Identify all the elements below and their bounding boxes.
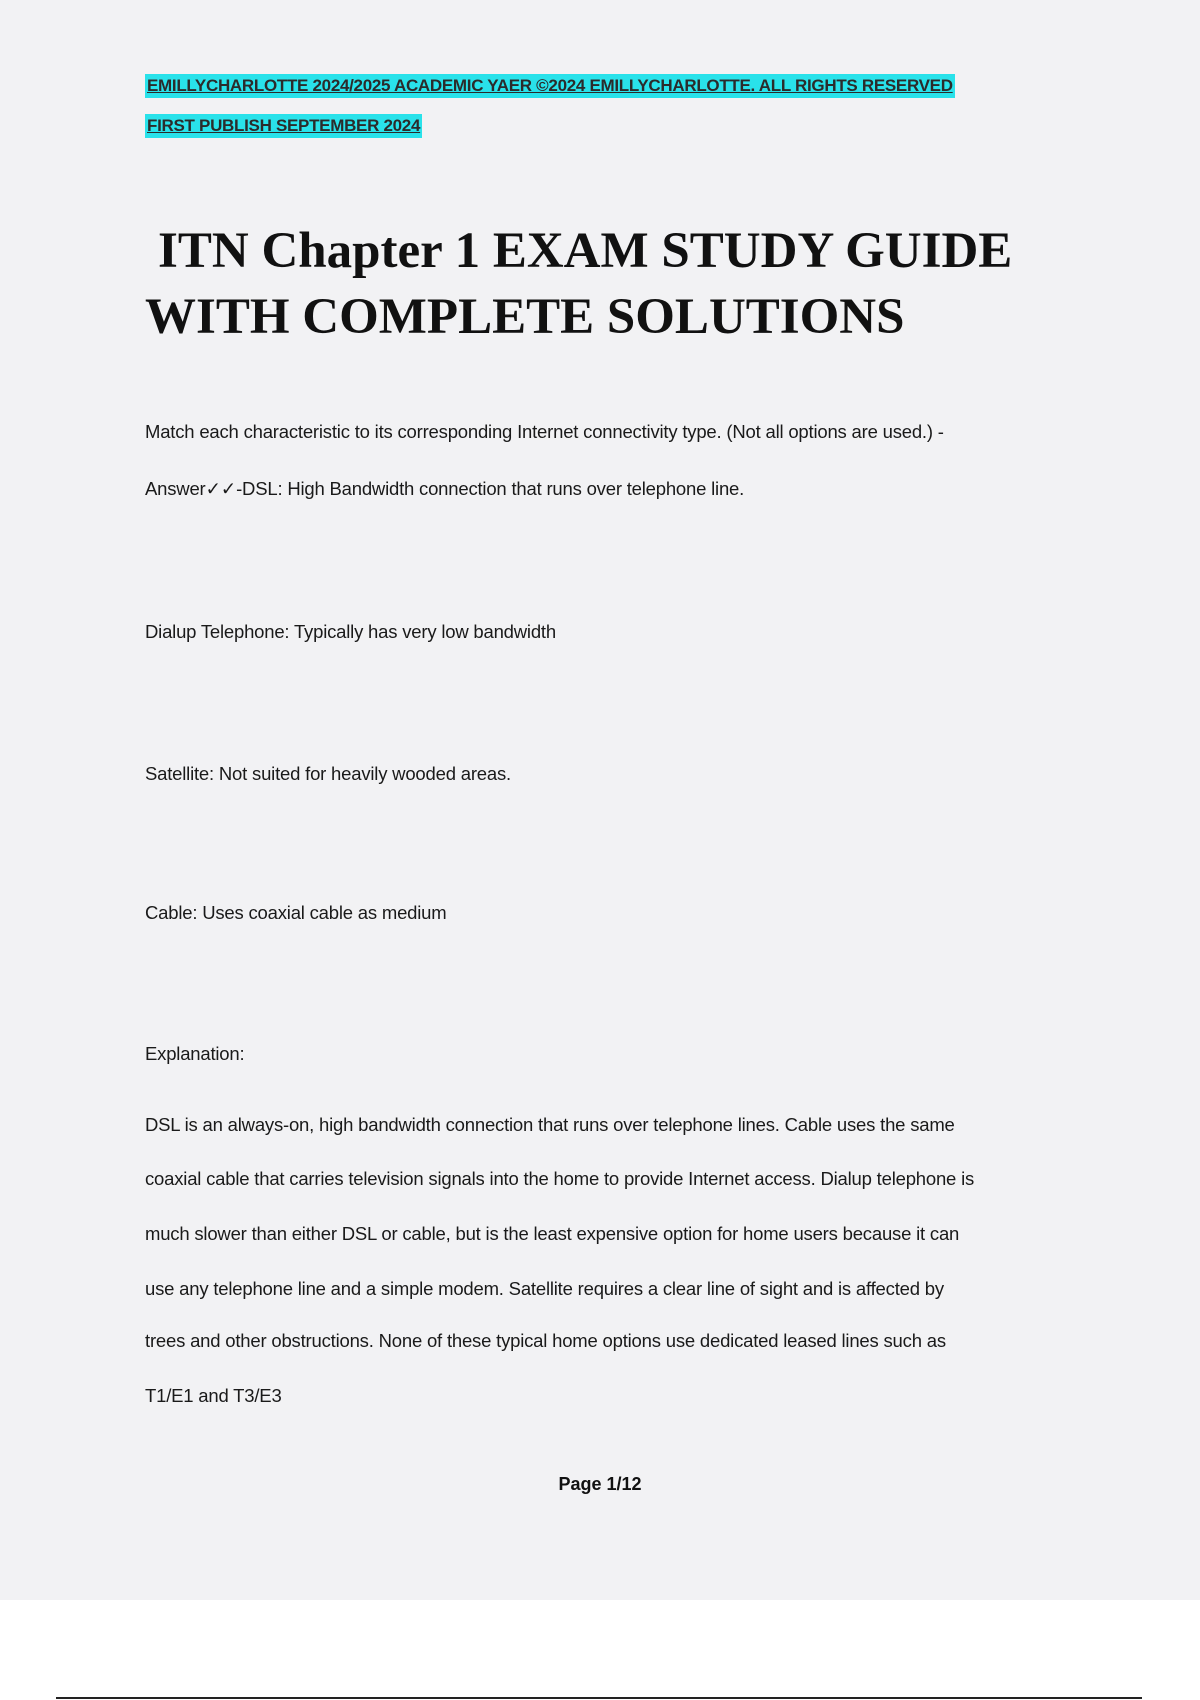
document-title <box>145 218 1085 350</box>
title-line-1: ITN Chapter 1 EXAM STUDY GUIDE <box>158 223 1013 279</box>
page-number: Page 1/12 <box>558 1474 642 1494</box>
explanation-line: use any telephone line and a simple modem. Satellite requires a clear line of sight and is affected by <box>145 1278 944 1299</box>
page-divider <box>56 1697 1142 1699</box>
explanation-label: Explanation: <box>145 1043 245 1064</box>
answer-cable: Cable: Uses coaxial cable as medium <box>145 902 447 923</box>
explanation-line: DSL is an always-on, high bandwidth connection that runs over telephone lines. Cable uses the same <box>145 1114 955 1135</box>
answer-dialup: Dialup Telephone: Typically has very low bandwidth <box>145 621 556 642</box>
title-line-2: WITH COMPLETE SOLUTIONS <box>145 289 905 345</box>
publish-date-header: FIRST PUBLISH SEPTEMBER 2024 <box>145 114 422 138</box>
answer-satellite: Satellite: Not suited for heavily wooded areas. <box>145 763 511 784</box>
explanation-line: much slower than either DSL or cable, but is the least expensive option for home users because it can <box>145 1223 960 1244</box>
explanation-line: T1/E1 and T3/E3 <box>145 1385 282 1406</box>
question-line-1: Match each characteristic to its corresponding Internet connectivity type. (Not all options are used.) - <box>145 421 944 442</box>
copyright-header: EMILLYCHARLOTTE 2024/2025 ACADEMIC YAER ©2024 EMILLYCHARLOTTE. ALL RIGHTS RESERVED <box>145 74 955 98</box>
explanation-line: trees and other obstructions. None of these typical home options use dedicated leased lines such as <box>145 1330 946 1351</box>
question-answer-line: Answer✓✓-DSL: High Bandwidth connection that runs over telephone line. <box>145 478 745 499</box>
explanation-line: coaxial cable that carries television signals into the home to provide Internet access. Dialup telephone is <box>145 1168 975 1189</box>
